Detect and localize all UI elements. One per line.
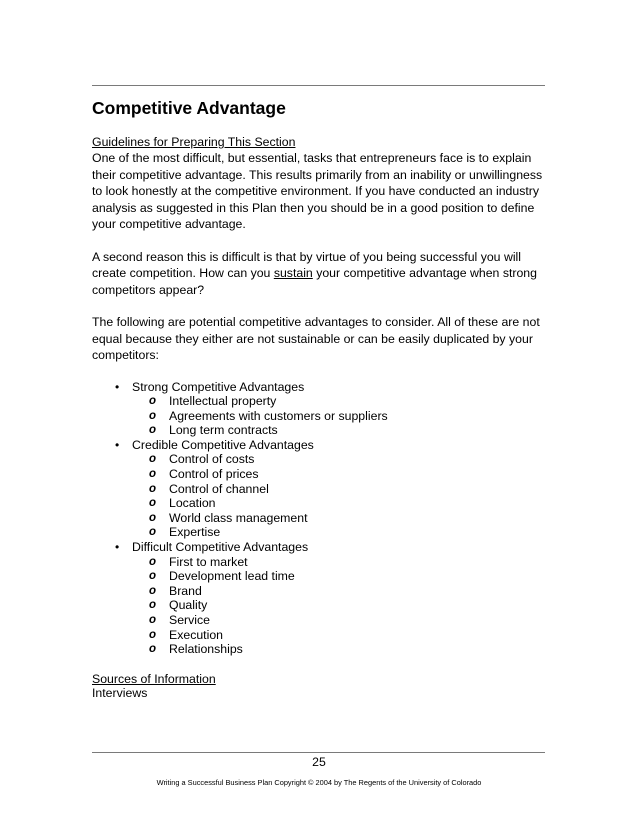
advantage-item [132, 569, 552, 584]
sub-bullet-icon: o [149, 497, 157, 510]
sources-body: Interviews [92, 686, 148, 701]
advantage-item-label: Location [169, 496, 216, 511]
advantage-item [132, 511, 552, 526]
guidelines-heading: Guidelines for Preparing This Section [92, 135, 296, 149]
sub-bullet-icon: o [149, 628, 157, 641]
page-content [92, 96, 552, 701]
advantage-item-label: Expertise [169, 525, 221, 540]
advantage-items-list [132, 394, 552, 438]
advantage-item [132, 555, 552, 570]
sub-bullet-icon: o [149, 555, 157, 568]
sub-bullet-icon: o [149, 614, 157, 626]
advantage-items-list [132, 555, 552, 657]
bullet-icon: • [115, 379, 120, 394]
sub-bullet-icon: o [149, 643, 157, 656]
advantage-item-label: Agreements with customers or suppliers [169, 408, 388, 423]
sub-bullet-icon: o [149, 511, 157, 524]
sub-bullet-icon: o [149, 453, 157, 466]
advantage-items-list [132, 452, 552, 540]
page-number: 25 [312, 755, 326, 769]
sub-bullet-icon: o [149, 409, 157, 422]
sub-bullet-icon: o [149, 599, 157, 612]
sub-bullet-icon: o [149, 584, 157, 597]
advantage-item [132, 452, 552, 467]
advantage-item-label: Control of prices [169, 467, 259, 482]
advantage-item-label: Execution [169, 627, 224, 642]
advantage-item-label: Intellectual property [169, 394, 277, 409]
sub-bullet-icon: o [149, 395, 157, 408]
advantage-item-label: Brand [169, 583, 202, 598]
advantage-group [92, 438, 552, 540]
advantage-item [132, 642, 552, 657]
advantage-item [132, 482, 552, 497]
sustain-paragraph [92, 249, 552, 299]
advantage-group [92, 540, 552, 657]
advantage-group-label: Credible Competitive Advantages [132, 437, 314, 452]
advantage-group-label: Difficult Competitive Advantages [132, 540, 309, 555]
sub-bullet-icon: o [149, 570, 157, 583]
top-divider [92, 85, 545, 86]
bullet-icon: • [115, 540, 120, 555]
advantage-item-label: Long term contracts [169, 423, 278, 438]
advantage-item-label: First to market [169, 554, 248, 569]
sub-bullet-icon: o [149, 482, 157, 495]
advantage-item-label: Quality [169, 598, 208, 613]
advantage-item-label: Development lead time [169, 569, 295, 584]
intro-paragraph: One of the most difficult, but essential, tasks that entrepreneurs face is to explain their competitive advantage. This results primarily from an inability or unwillingness to look honestly at the competitive environment. If you have conducted an industry analysis as suggested in this Plan then you should be in a good position to define your competitive advantage. [92, 151, 543, 231]
advantage-item-label: World class management [169, 510, 308, 525]
advantage-item [132, 598, 552, 613]
advantage-group-label: Strong Competitive Advantages [132, 379, 305, 394]
advantages-list [92, 380, 552, 657]
sub-bullet-icon: o [149, 424, 157, 437]
advantage-item-label: Service [169, 613, 211, 627]
footer-copyright: Writing a Successful Business Plan Copyright © 2004 by The Regents of the University of Colorado [156, 778, 482, 787]
sub-bullet-icon: o [149, 526, 157, 539]
advantage-item [132, 496, 552, 511]
advantage-item [132, 628, 552, 643]
advantages-intro-paragraph: The following are potential competitive advantages to consider. All of these are not equal because they either are not sustainable or can be easily duplicated by your competitors: [92, 315, 540, 362]
advantage-item-label: Control of costs [169, 452, 255, 467]
advantage-item [132, 525, 552, 540]
page-title: Competitive Advantage [92, 98, 286, 118]
sources-heading: Sources of Information [92, 671, 216, 686]
advantage-item [132, 467, 552, 482]
advantage-item-label: Relationships [169, 642, 243, 657]
advantage-item [132, 423, 552, 438]
sub-bullet-icon: o [149, 468, 157, 481]
bullet-icon: • [115, 437, 120, 452]
sustain-paragraph-end: your competitive advantage when strong competitors appear? [92, 266, 537, 297]
advantage-item [132, 584, 552, 599]
sustain-paragraph-start: A second reason this is difficult is that by virtue of you being successful you will create competition. How can you [92, 249, 522, 280]
bottom-divider [92, 752, 545, 753]
advantage-item [132, 613, 552, 628]
advantage-item [132, 409, 552, 424]
advantage-item-label: Control of channel [169, 481, 269, 496]
advantage-item [132, 394, 552, 409]
sustain-word: sustain [273, 266, 313, 280]
advantage-group [92, 380, 552, 438]
